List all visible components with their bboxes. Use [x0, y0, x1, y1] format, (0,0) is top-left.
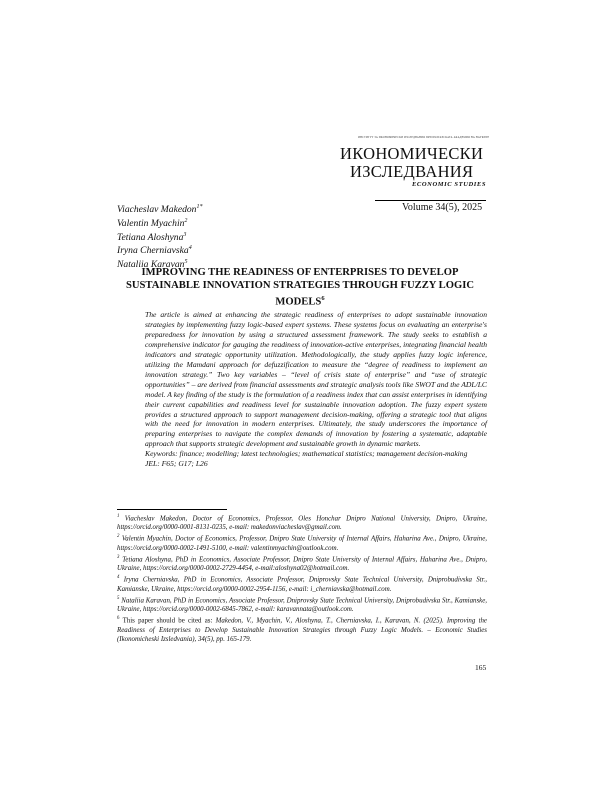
footnote-rule — [117, 509, 227, 510]
jel-codes: JEL: F65; G17; L26 — [145, 459, 208, 469]
footnote-3: $^3$ Tetiana Aloshyna, PhD in Economics, Associate Professor, Dnipro State University of Internal Affairs, Haharina Ave., Dnipro, Ukraine, https://orcid.org/0000-0002-2729-4454, e-mail:aloshyna02@hotmail.com. — [117, 554, 487, 573]
journal-logo — [340, 145, 486, 193]
publisher-tagline: ИНСТИТУТ ЗА ИКОНОМИЧЕСКИ ИЗСЛЕДВАНИЯ ПРИ БЪЛГАРСКАТА АКАДЕМИЯ НА НАУКИТЕ — [358, 136, 490, 139]
paper-title: IMPROVING THE READINESS OF ENTERPRISES TO DEVELOP SUSTAINABLE INNOVATION STRATEGIES THROUGH FUZZY LOGIC MODELS$^6$ — [125, 267, 474, 308]
logo-subtitle: ECONOMIC STUDIES — [412, 181, 487, 188]
page-number: 165 — [475, 663, 487, 672]
author-entry: Valentin Myachin$^2$ — [117, 217, 188, 229]
footnote-1: $^1$ Viacheslav Makedon, Doctor of Economics, Professor, Oles Honchar Dnipro National University, Dnipro, Ukraine, https://orcid.org/0000-0001-8131-0235, e-mail: makedonviacheslav@gmail.com. — [117, 514, 487, 532]
header-rule — [375, 200, 486, 201]
volume-info: Volume 34(5), 2025 — [402, 202, 483, 213]
footnotes — [117, 512, 487, 644]
author-entry: Viacheslav Makedon$^{1*}$ — [117, 204, 203, 216]
footnote-5: $^5$ Nataliia Karavan, PhD in Economics, Associate Professor, Dniprovsky State Technical University, Dniprobudivska Str., Kamianske, Ukraine, https://orcid.org/0000-0002-6845-7862, e-mail: karavannata@outlook.com. — [117, 595, 487, 614]
logo-title-line-2: ИЗСЛЕДВАНИЯ — [350, 162, 474, 181]
author-entry: Nataliia Karavan$^5$ — [117, 259, 188, 271]
author-list — [117, 202, 202, 271]
keywords: Keywords: finance; modelling; latest technologies; mathematical statistics; management decision-making — [145, 449, 468, 459]
footnote-2: $^2$ Valentin Myachin, Doctor of Economics, Professor, Dnipro State University of Internal Affairs, Haharina Ave., Dnipro, Ukraine, https://orcid.org/0000-0002-1491-5100, e-mail: valentinmyachin@outlook.com. — [117, 534, 487, 552]
logo-title-line-1: ИКОНОМИЧЕСКИ — [340, 144, 484, 163]
abstract-body: The article is aimed at enhancing the strategic readiness of enterprises to adopt sustainable innovation strategies by implementing fuzzy logic-based expert systems. These systems focus on evaluating an enterprise's preparedness for innovation by using a structured assessment framework. The study seeks to establish a comprehensive indicator for gauging the readiness of innovation-active enterprises, integrating financial health indicators and strategic opportunity utilization. Methodologically, the study applies fuzzy logic inference, utilizing the Mamdani approach for defuzzification to measure the “degree of readiness to implement an innovation strategy.” Two key variables – “level of crisis state of enterprise” and “use of strategic opportunities” – are derived from financial assessments and strategic analysis tools like SWOT and the ADL/LC model. A key finding of the study is the formulation of a readiness index that can assist enterprises in identifying their current capabilities and readiness level for sustainable innovation adoption. The fuzzy expert system provides a structured approach to support management decision-making, offering a strategic tool that aligns with the need for innovation in modern enterprises. Ultimately, the study underscores the importance of preparing enterprises to navigate the complex demands of innovation by fostering a systematic, adaptable approach that supports strategic development and sustainable growth in dynamic markets. — [145, 310, 487, 449]
citation-note: $^6$ This paper should be cited as: Makedon, V., Myachin, V., Aloshyna, T., Cherniavska, I., Karavan, N. (2025). Improving the Readiness of Enterprises to Develop Sustainable Innovation Strategies through Fuzzy Logic Models. – Economic Studies (Ikonomicheski Izsledvania), 34(5), pp. 165-179. — [117, 616, 487, 643]
footnote-4: $^4$ Iryna Cherniavska, PhD in Economics, Associate Professor, Dniprovsky State Technical University, Dniprobudivska Str., Kamianske, Ukraine, https://orcid.org/0000-0002-2954-1156, e-mail: i_cherniavska@hotmail.com. — [117, 575, 487, 593]
author-entry: Tetiana Aloshyna$^3$ — [117, 231, 187, 243]
author-entry: Iryna Cherniavska$^4$ — [117, 245, 192, 257]
abstract — [145, 310, 487, 469]
